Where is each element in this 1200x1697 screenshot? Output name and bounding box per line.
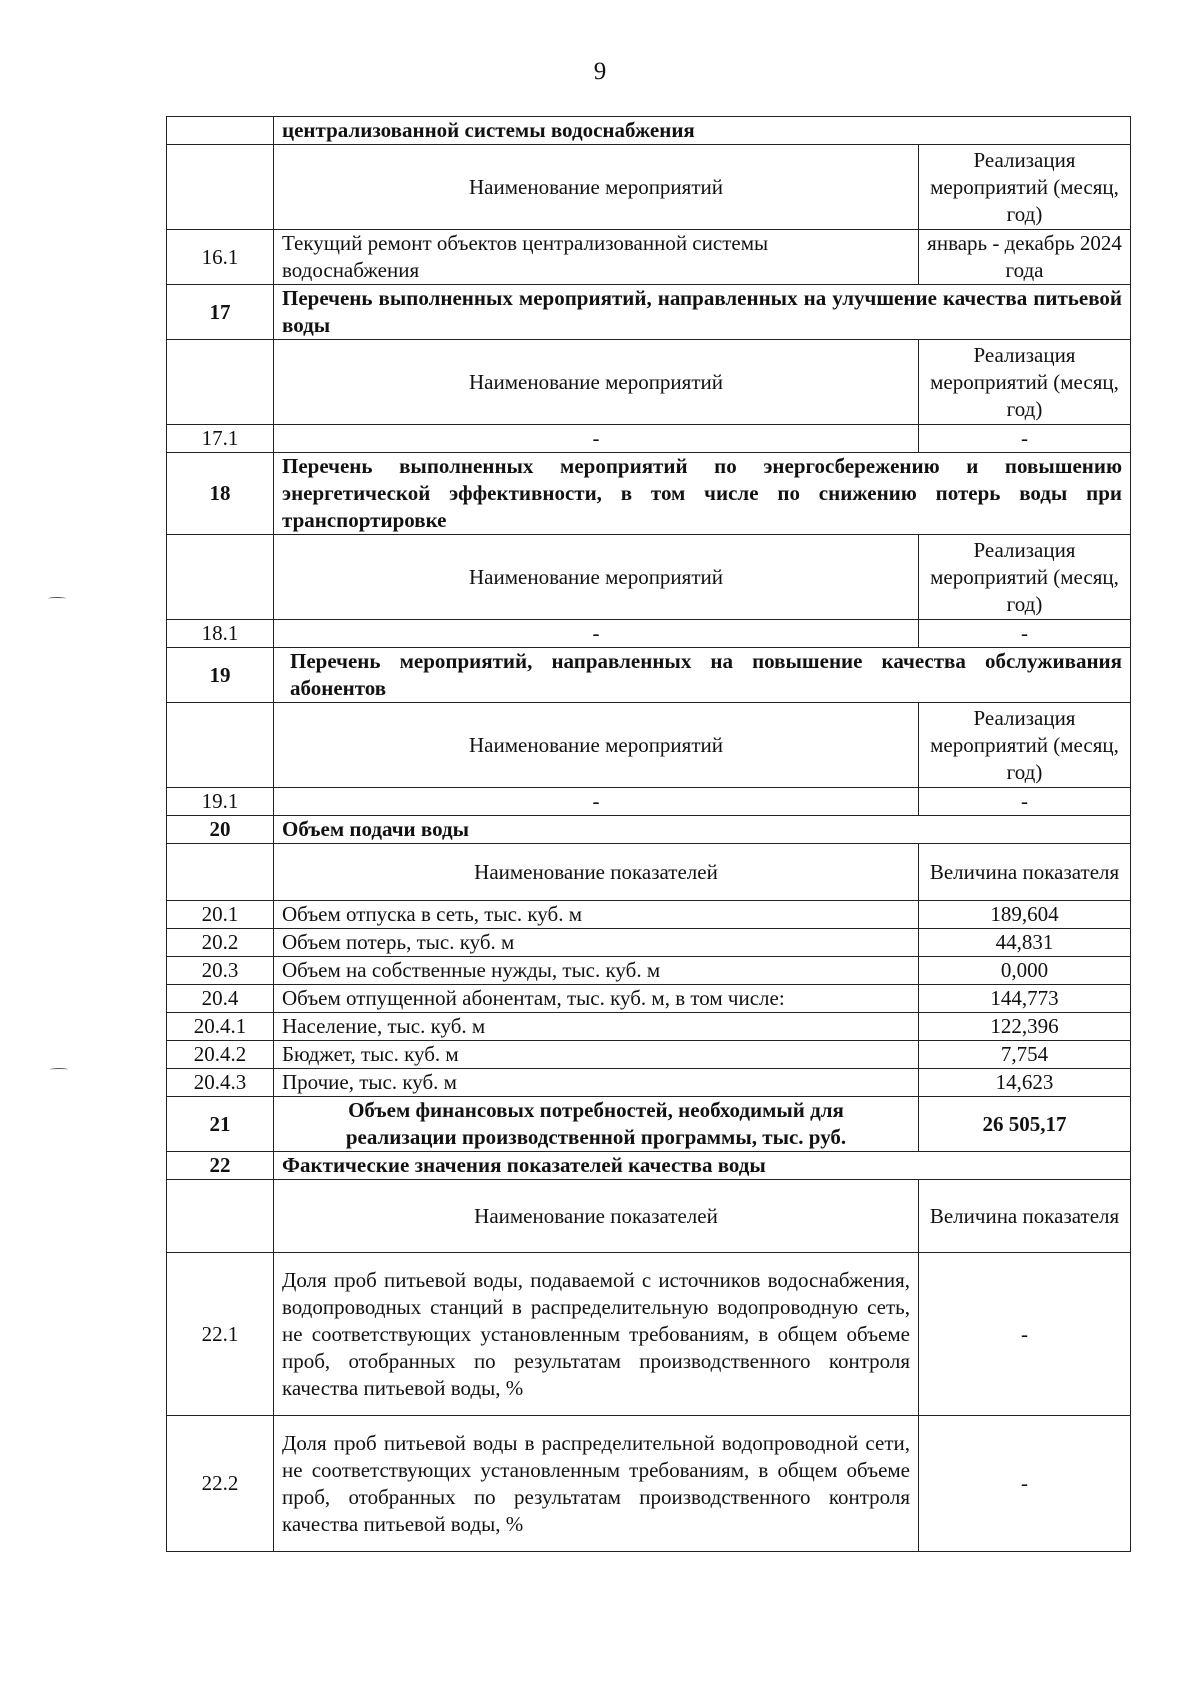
total-value: 26 505,17 <box>919 1097 1131 1152</box>
table-row <box>167 985 1131 1013</box>
column-header-measures: Наименование мероприятий <box>274 145 919 230</box>
section-number: 17 <box>167 285 274 340</box>
row-number: 22.1 <box>167 1253 274 1416</box>
row-text: - <box>274 425 919 453</box>
row-number: 19.1 <box>167 788 274 816</box>
table-row <box>167 453 1131 535</box>
table-row <box>167 648 1131 703</box>
table-row <box>167 901 1131 929</box>
row-number-cell <box>167 340 274 425</box>
row-value: - <box>919 620 1131 648</box>
row-value: 144,773 <box>919 985 1131 1013</box>
table-row <box>167 816 1131 844</box>
section-title: Объем подачи воды <box>274 816 1131 844</box>
column-header-measures: Наименование мероприятий <box>274 703 919 788</box>
table-row <box>167 230 1131 285</box>
column-header-value: Величина показателя <box>919 844 1131 901</box>
row-number: 20.4 <box>167 985 274 1013</box>
column-header-measures: Наименование мероприятий <box>274 340 919 425</box>
row-text: - <box>274 788 919 816</box>
row-number-cell <box>167 535 274 620</box>
row-number: 20.4.2 <box>167 1041 274 1069</box>
table-row <box>167 1180 1131 1253</box>
table-row <box>167 788 1131 816</box>
section-title: централизованной системы водоснабжения <box>274 117 1131 145</box>
section-number: 21 <box>167 1097 274 1152</box>
row-value: - <box>919 1253 1131 1416</box>
column-header-indicators: Наименование показателей <box>274 844 919 901</box>
scan-mark <box>50 1068 68 1071</box>
row-number: 20.1 <box>167 901 274 929</box>
table-row <box>167 1041 1131 1069</box>
section-number: 20 <box>167 816 274 844</box>
table-row <box>167 145 1131 230</box>
table-row <box>167 620 1131 648</box>
row-number: 20.4.1 <box>167 1013 274 1041</box>
column-header-realization: Реализация мероприятий (месяц, год) <box>919 703 1131 788</box>
row-number: 20.3 <box>167 957 274 985</box>
section-number: 22 <box>167 1152 274 1180</box>
column-header-indicators: Наименование показателей <box>274 1180 919 1253</box>
row-number: 20.4.3 <box>167 1069 274 1097</box>
row-number-cell <box>167 1180 274 1253</box>
row-text: Объем отпуска в сеть, тыс. куб. м <box>274 901 919 929</box>
table-row <box>167 1097 1131 1152</box>
section-number: 18 <box>167 453 274 535</box>
row-value: - <box>919 788 1131 816</box>
table-row <box>167 1013 1131 1041</box>
table-row <box>167 117 1131 145</box>
table-row <box>167 425 1131 453</box>
column-header-value: Величина показателя <box>919 1180 1131 1253</box>
section-title: Фактические значения показателей качества воды <box>274 1152 1131 1180</box>
row-text: Объем отпущенной абонентам, тыс. куб. м, в том числе: <box>274 985 919 1013</box>
scan-mark <box>48 597 66 600</box>
row-number-cell <box>167 844 274 901</box>
row-number-cell <box>167 703 274 788</box>
row-value: - <box>919 425 1131 453</box>
row-value: январь - декабрь 2024 года <box>919 230 1131 285</box>
row-value: 122,396 <box>919 1013 1131 1041</box>
row-text: Объем потерь, тыс. куб. м <box>274 929 919 957</box>
table-row <box>167 929 1131 957</box>
row-value: 14,623 <box>919 1069 1131 1097</box>
row-text: Население, тыс. куб. м <box>274 1013 919 1041</box>
table-row <box>167 285 1131 340</box>
row-text: Текущий ремонт объектов централизованной системы водоснабжения <box>274 230 919 285</box>
row-text: Бюджет, тыс. куб. м <box>274 1041 919 1069</box>
section-title: Перечень выполненных мероприятий по энергосбережению и повышению энергетической эффективности, в том числе по снижению потерь воды при транспортировке <box>274 453 1131 535</box>
table-row <box>167 957 1131 985</box>
row-value: 0,000 <box>919 957 1131 985</box>
row-number-cell <box>167 117 274 145</box>
table-row <box>167 844 1131 901</box>
table-row <box>167 703 1131 788</box>
table-row <box>167 1253 1131 1416</box>
table-row <box>167 1152 1131 1180</box>
section-title: Перечень выполненных мероприятий, направленных на улучшение качества питьевой воды <box>274 285 1131 340</box>
page-number: 9 <box>593 58 607 85</box>
column-header-realization: Реализация мероприятий (месяц, год) <box>919 145 1131 230</box>
row-text: - <box>274 620 919 648</box>
column-header-realization: Реализация мероприятий (месяц, год) <box>919 535 1131 620</box>
row-value: 7,754 <box>919 1041 1131 1069</box>
column-header-realization: Реализация мероприятий (месяц, год) <box>919 340 1131 425</box>
row-number: 17.1 <box>167 425 274 453</box>
row-value: 44,831 <box>919 929 1131 957</box>
section-title: Объем финансовых потребностей, необходимый для реализации производственной программы, тыс. руб. <box>274 1097 919 1152</box>
row-number: 22.2 <box>167 1416 274 1552</box>
section-title: Перечень мероприятий, направленных на повышение качества обслуживания абонентов <box>274 648 1131 703</box>
row-number: 16.1 <box>167 230 274 285</box>
row-text: Объем на собственные нужды, тыс. куб. м <box>274 957 919 985</box>
report-table <box>166 116 1131 1552</box>
row-value: 189,604 <box>919 901 1131 929</box>
table-row <box>167 1069 1131 1097</box>
row-number-cell <box>167 145 274 230</box>
table-row <box>167 535 1131 620</box>
row-text: Прочие, тыс. куб. м <box>274 1069 919 1097</box>
row-number: 18.1 <box>167 620 274 648</box>
row-value: - <box>919 1416 1131 1552</box>
column-header-measures: Наименование мероприятий <box>274 535 919 620</box>
table-row <box>167 340 1131 425</box>
table-row <box>167 1416 1131 1552</box>
row-text: Доля проб питьевой воды в распределительной водопроводной сети, не соответствующих установленным требованиям, в общем объеме проб, отобранных по результатам производственного контроля качества питьевой воды, % <box>274 1416 919 1552</box>
row-text: Доля проб питьевой воды, подаваемой с источников водоснабжения, водопроводных станций в распределительную водопроводную сеть, не соответствующих установленным требованиям, в общем объеме проб, отобранных по результатам производственного контроля качества питьевой воды, % <box>274 1253 919 1416</box>
section-number: 19 <box>167 648 274 703</box>
row-number: 20.2 <box>167 929 274 957</box>
